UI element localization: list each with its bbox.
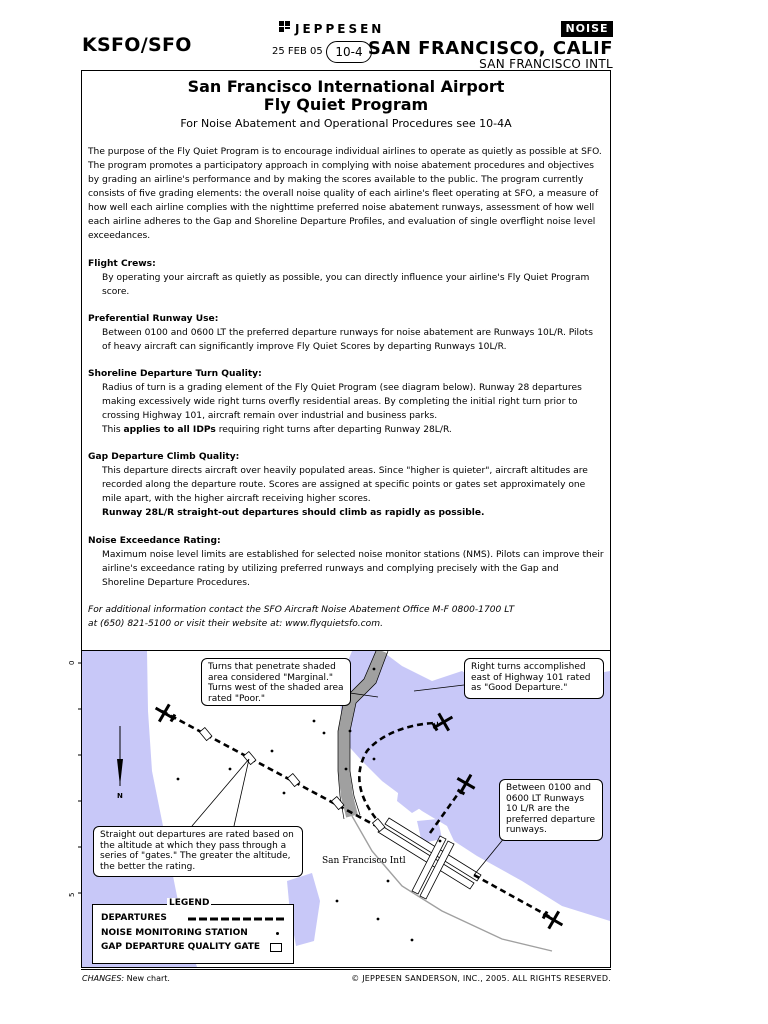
contact-info [88, 603, 604, 631]
noise-badge: NOISE [561, 21, 613, 37]
city-name: SAN FRANCISCO, CALIF [367, 38, 613, 59]
nms-dot-icon [276, 932, 279, 935]
section-shoreline-turn [88, 367, 604, 437]
page-subtitle: Fly Quiet Program [263, 95, 429, 114]
section-heading: Shoreline Departure Turn Quality: [88, 369, 262, 379]
section-preferential-runway [88, 312, 604, 354]
airport-name: SAN FRANCISCO INTL [479, 57, 613, 71]
airport-identifier: KSFO/SFO [82, 34, 192, 56]
section-body: Between 0100 and 0600 LT the preferred departure runways for noise abatement are Runways 10L/R. Pilots of heavy aircraft can significantly improve Fly Quiet Scores by departing Runways 10L/R. [102, 328, 593, 352]
scale-label-top: 0 [68, 660, 76, 665]
gate-box-icon [270, 943, 282, 952]
callout-gap-gates: Straight out departures are rated based on the altitude at which they pass through a series of "gates." The greater the altitude, the better the rating. [93, 826, 303, 877]
legend-departures: DEPARTURES [101, 913, 167, 923]
callout-preferred-runways: Between 0100 and 0600 LT Runways 10 L/R are the preferred departure runways. [499, 779, 603, 841]
chart-page-number: 10-4 [326, 41, 372, 63]
callout-good-departure: Right turns accomplished east of Highway 101 rated as "Good Departure." [464, 658, 604, 699]
section-heading: Flight Crews: [88, 259, 156, 269]
section-flight-crews [88, 257, 604, 299]
reference-note: For Noise Abatement and Operational Procedures see 10-4A [180, 117, 512, 130]
airport-label: San Francisco Intl [322, 856, 406, 866]
section-gap-climb [88, 450, 604, 520]
changes-text: New chart. [126, 974, 170, 983]
tail-post: requiring right turns after departing Runway 28L/R. [218, 425, 452, 435]
section-body: Maximum noise level limits are established for selected noise monitor stations (NMS). Pilots can improve their airline's exceedance rating by utilizing preferred runways and complying precisely with the Gap and Shoreline Departure Procedures. [102, 550, 604, 588]
callout-marginal-turns: Turns that penetrate shaded area considered "Marginal." Turns west of the shaded area rated "Poor." [201, 658, 351, 706]
map-legend [92, 898, 294, 964]
scale-ticks [66, 651, 82, 971]
section-body: By operating your aircraft as quietly as possible, you can directly influence your airline's Fly Quiet Program score. [102, 273, 590, 297]
tail-pre: This [102, 425, 121, 435]
footer-rule [81, 969, 611, 970]
contact-line-1: For additional information contact the SFO Aircraft Noise Abatement Office M-F 0800-1700 LT [88, 605, 515, 615]
legend-nms: NOISE MONITORING STATION [101, 928, 248, 938]
intro-paragraph: The purpose of the Fly Quiet Program is to encourage individual airlines to operate as quietly as possible at SFO. The program promotes a participatory approach in complying with noise abatement procedures and objectives by grading an airline's performance and by making the scores available to the public. The program currently consists of five grading elements: the overall noise quality of each airline's fleet operating at SFO, a measure of how well each airline complies with the nighttime preferred noise abatement runways, assessment of how well each airline adheres to the Gap and Shoreline Departure Profiles, and evaluation of single overflight noise level exceedances. [88, 147, 602, 241]
changes-note [82, 974, 170, 983]
section-heading: Gap Departure Climb Quality: [88, 452, 240, 462]
departures-line-icon [188, 915, 286, 923]
tail-bold: applies to all IDPs [123, 425, 216, 435]
chart-date: 25 FEB 05 [272, 46, 323, 57]
jeppesen-logo-icon [279, 21, 291, 33]
section-bold-line: Runway 28L/R straight-out departures should climb as rapidly as possible. [102, 508, 485, 518]
section-heading: Preferential Runway Use: [88, 314, 219, 324]
scale-label-bottom: 5 [68, 892, 76, 897]
page-title: San Francisco International Airport [187, 77, 505, 96]
section-body: This departure directs aircraft over heavily populated areas. Since "higher is quieter", aircraft altitudes are recorded along the departure route. Scores are assigned at specific points or gates set approximately one mile apart, with the higher aircraft receiving higher scores. [102, 466, 588, 504]
section-tail [88, 423, 604, 437]
legend-title: LEGEND [169, 898, 210, 908]
legend-gate: GAP DEPARTURE QUALITY GATE [101, 942, 261, 952]
section-body: Radius of turn is a grading element of the Fly Quiet Program (see diagram below). Runway 28 departures making excessively wide right turns overfly residential areas. By completing the initial right turn prior to crossing Highway 101, aircraft remain over industrial and business parks. [102, 383, 582, 421]
changes-label: CHANGES: [82, 974, 125, 983]
contact-line-2: at (650) 821-5100 or visit their website at: www.flyquietsfo.com. [88, 619, 383, 629]
north-label: N [117, 792, 123, 800]
section-noise-exceedance [88, 534, 604, 590]
brand-name: JEPPESEN [295, 22, 385, 36]
section-heading: Noise Exceedance Rating: [88, 536, 221, 546]
copyright: © JEPPESEN SANDERSON, INC., 2005. ALL RIGHTS RESERVED. [351, 974, 611, 983]
